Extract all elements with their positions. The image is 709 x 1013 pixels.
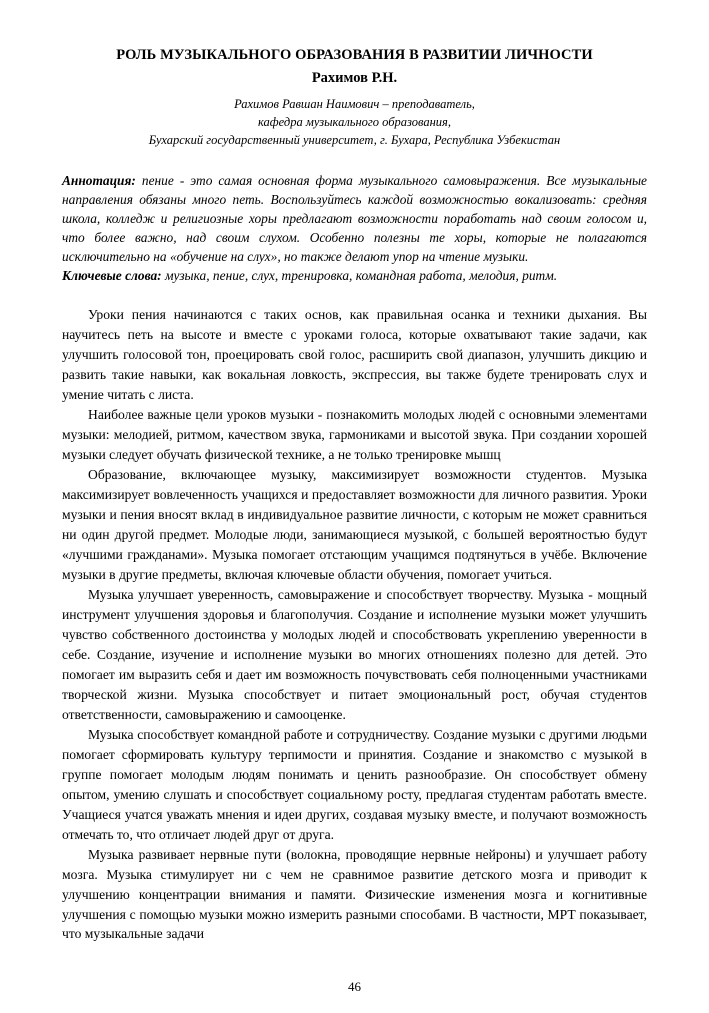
- author-name: Рахимов Р.Н.: [311, 70, 398, 87]
- affiliation-line-3: Бухарский государственный университет, г. Бухара, Республика Узбекистан: [148, 133, 561, 148]
- keywords-text: музыка, пение, слух, тренировка, командная работа, мелодия, ритм.: [161, 268, 558, 284]
- affiliation-line-2: кафедра музыкального образования,: [258, 115, 451, 129]
- page-number: 46: [348, 979, 361, 994]
- paragraph: Музыка развивает нервные пути (волокна, проводящие нервные нейроны) и улучшает работу мозга. Музыка стимулирует ни с чем не сравнимое развитие детского мозга и приводит к улучшению концентрации внимания и памяти. Физические изменения мозга и когнитивные улучшения с помощью музыки можно измерить разными способами. В частности, МРТ показывает, что музыкальные задачи: [62, 846, 647, 942]
- abstract-text: пение - это самая основная форма музыкального самовыражения. Все музыкальные направления обязаны много петь. Воспользуйтесь каждой возможностью вокализовать: средняя школа, колледж и религиозные хоры предлагают возможности поработать над своим голосом и, что более важно, над своим слухом. Особенно полезны те хоры, которые не полагаются исключительно на «обучение на слух», но также делают упор на чтение музыки.: [62, 173, 647, 265]
- paragraph: Наиболее важные цели уроков музыки - познакомить молодых людей с основными элементами музыки: мелодией, ритмом, качеством звука, гармониками и высотой звука. При создании хорошей музыки следует обучать физической технике, а не только тренировке мышц: [62, 407, 647, 463]
- page-title: РОЛЬ МУЗЫКАЛЬНОГО ОБРАЗОВАНИЯ В РАЗВИТИИ ЛИЧНОСТИ: [116, 47, 593, 63]
- keywords-label: Ключевые слова:: [62, 268, 162, 284]
- paragraph: Образование, включающее музыку, максимизирует возможности студентов. Музыка максимизирует вовлеченность учащихся и предоставляет возможности для личного развития. Уроки музыки и пения вносят вклад в индивидуальное развитие личности, с которым не может сравниться ни один другой предмет. Молодые люди, занимающиеся музыкой, с большей вероятностью будут «лучшими гражданами». Музыка помогает отстающим учащимся подтянуться в учёбе. Включение музыки в другие предметы, включая ключевые области обучения, помогает учиться.: [62, 467, 647, 583]
- keywords-section: [62, 266, 647, 285]
- paragraph: Музыка способствует командной работе и сотрудничеству. Создание музыки с другими людьми помогает сформировать культуру терпимости и принятия. Создание и знакомство с музыкой в группе помогает молодым людям понимать и ценить разнообразие. Он способствует обмену опытом, умению слушать и способствует социальному росту, предлагая студентам работать вместе. Учащиеся учатся уважать мнения и идеи других, создавая музыку вместе, и получают возможность отмечать то, что отличает людей друг от друга.: [62, 726, 647, 842]
- abstract-label: Аннотация:: [62, 173, 136, 189]
- body-text: [62, 305, 647, 944]
- paragraph: Уроки пения начинаются с таких основ, как правильная осанка и техники дыхания. Вы научитесь петь на высоте и вместе с уроками голоса, которые охватывают такие задачи, как улучшить голосовой тон, проецировать свой голос, расширить свой диапазон, улучшить дикцию и развить такие навыки, как вокальная ловкость, экспрессия, вы также будете тренировать слух и умение читать с листа.: [62, 307, 647, 403]
- paragraph: Музыка улучшает уверенность, самовыражение и способствует творчеству. Музыка - мощный инструмент улучшения здоровья и благополучия. Создание и исполнение музыки может улучшить чувство собственного достоинства у молодых людей и способствовать укреплению уверенности в себе. Создание, изучение и исполнение музыки во многих отношениях полезно для детей. Это помогает им выразить себя и дает им возможность почувствовать себя полноценными участниками творческой жизни. Музыка способствует и питает эмоциональный рост, обучая студентов ответственности, самовыражению и самооценке.: [62, 587, 647, 722]
- affiliation-line-1: Рахимов Равшан Наимович – преподаватель,: [234, 96, 475, 111]
- abstract-section: [62, 171, 647, 266]
- affiliation-block: [62, 95, 647, 149]
